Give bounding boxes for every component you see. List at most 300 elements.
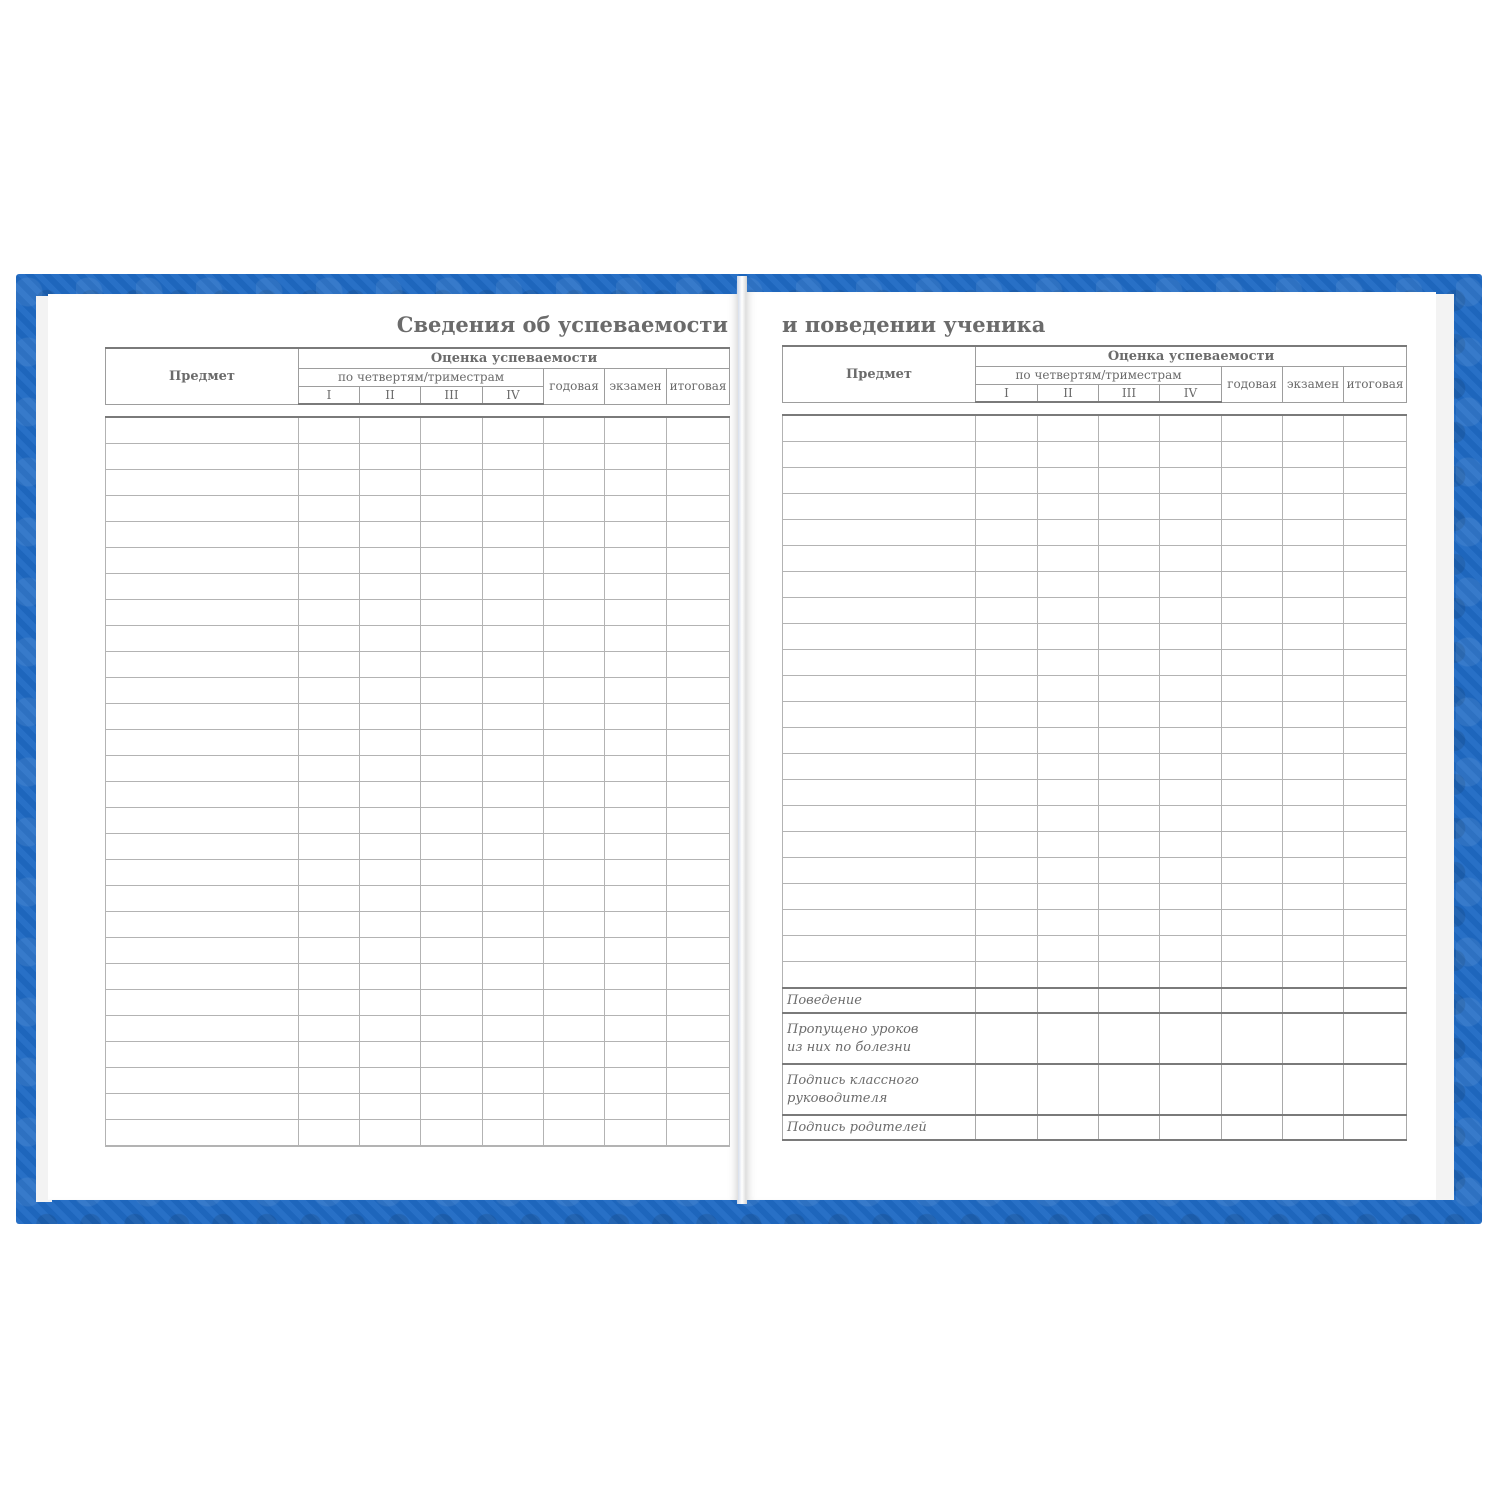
grade-cell[interactable]: [605, 600, 667, 626]
grade-cell[interactable]: [1099, 806, 1160, 832]
grade-cell[interactable]: [1038, 962, 1099, 989]
grade-cell[interactable]: [976, 520, 1038, 546]
subject-cell[interactable]: [783, 754, 976, 780]
grade-cell[interactable]: [1099, 1115, 1160, 1140]
grade-cell[interactable]: [421, 652, 483, 678]
grade-cell[interactable]: [360, 444, 421, 470]
grade-cell[interactable]: [667, 548, 730, 574]
grade-cell[interactable]: [1344, 884, 1407, 910]
grade-cell[interactable]: [1344, 910, 1407, 936]
grade-cell[interactable]: [1038, 650, 1099, 676]
grade-cell[interactable]: [976, 624, 1038, 650]
grade-cell[interactable]: [1222, 546, 1283, 572]
grade-cell[interactable]: [1283, 650, 1344, 676]
grade-cell[interactable]: [976, 442, 1038, 468]
grade-cell[interactable]: [1344, 780, 1407, 806]
grade-cell[interactable]: [605, 808, 667, 834]
grade-cell[interactable]: [1222, 858, 1283, 884]
grade-cell[interactable]: [1222, 624, 1283, 650]
grade-cell[interactable]: [1283, 1013, 1344, 1064]
subject-cell[interactable]: [783, 546, 976, 572]
grade-cell[interactable]: [544, 470, 605, 496]
grade-cell[interactable]: [1160, 650, 1222, 676]
grade-cell[interactable]: [360, 938, 421, 964]
grade-cell[interactable]: [483, 756, 544, 782]
grade-cell[interactable]: [1099, 702, 1160, 728]
grade-cell[interactable]: [1344, 1064, 1407, 1115]
grade-cell[interactable]: [1160, 468, 1222, 494]
grade-cell[interactable]: [360, 574, 421, 600]
subject-cell[interactable]: [106, 938, 299, 964]
grade-cell[interactable]: [1099, 624, 1160, 650]
subject-cell[interactable]: [783, 702, 976, 728]
grade-cell[interactable]: [667, 678, 730, 704]
grade-cell[interactable]: [1283, 728, 1344, 754]
grade-cell[interactable]: [976, 780, 1038, 806]
grade-cell[interactable]: [667, 1094, 730, 1120]
grade-cell[interactable]: [360, 860, 421, 886]
grade-cell[interactable]: [1160, 624, 1222, 650]
grade-cell[interactable]: [1222, 806, 1283, 832]
grade-cell[interactable]: [421, 574, 483, 600]
subject-cell[interactable]: [783, 520, 976, 546]
subject-cell[interactable]: [106, 860, 299, 886]
grade-cell[interactable]: [1222, 780, 1283, 806]
grade-cell[interactable]: [1160, 1115, 1222, 1140]
subject-cell[interactable]: [106, 417, 299, 444]
grade-cell[interactable]: [1222, 988, 1283, 1013]
grade-cell[interactable]: [1222, 415, 1283, 442]
grade-cell[interactable]: [1344, 650, 1407, 676]
grade-cell[interactable]: [1160, 988, 1222, 1013]
grade-cell[interactable]: [299, 444, 360, 470]
grade-cell[interactable]: [299, 470, 360, 496]
grade-cell[interactable]: [421, 444, 483, 470]
grade-cell[interactable]: [360, 782, 421, 808]
grade-cell[interactable]: [421, 496, 483, 522]
grade-cell[interactable]: [421, 730, 483, 756]
grade-cell[interactable]: [544, 1094, 605, 1120]
grade-cell[interactable]: [1099, 754, 1160, 780]
grade-cell[interactable]: [483, 444, 544, 470]
grade-cell[interactable]: [1099, 884, 1160, 910]
grade-cell[interactable]: [1160, 1064, 1222, 1115]
grade-cell[interactable]: [544, 496, 605, 522]
grade-cell[interactable]: [544, 756, 605, 782]
grade-cell[interactable]: [976, 572, 1038, 598]
grade-cell[interactable]: [667, 886, 730, 912]
grade-cell[interactable]: [1283, 1064, 1344, 1115]
grade-cell[interactable]: [421, 912, 483, 938]
grade-cell[interactable]: [421, 1042, 483, 1068]
grade-cell[interactable]: [1283, 936, 1344, 962]
grade-cell[interactable]: [1160, 858, 1222, 884]
grade-cell[interactable]: [605, 678, 667, 704]
grade-cell[interactable]: [1099, 1064, 1160, 1115]
grade-cell[interactable]: [605, 756, 667, 782]
grade-cell[interactable]: [1160, 520, 1222, 546]
grade-cell[interactable]: [421, 470, 483, 496]
subject-cell[interactable]: [783, 468, 976, 494]
grade-cell[interactable]: [360, 678, 421, 704]
grade-cell[interactable]: [483, 548, 544, 574]
grade-cell[interactable]: [1038, 1013, 1099, 1064]
grade-cell[interactable]: [605, 964, 667, 990]
subject-cell[interactable]: [106, 704, 299, 730]
grade-cell[interactable]: [1160, 936, 1222, 962]
grade-cell[interactable]: [1283, 676, 1344, 702]
grade-cell[interactable]: [1038, 546, 1099, 572]
grade-cell[interactable]: [1344, 676, 1407, 702]
grade-cell[interactable]: [1099, 415, 1160, 442]
subject-cell[interactable]: [106, 1120, 299, 1147]
grade-cell[interactable]: [299, 417, 360, 444]
grade-cell[interactable]: [544, 574, 605, 600]
grade-cell[interactable]: [1099, 858, 1160, 884]
grade-cell[interactable]: [1222, 442, 1283, 468]
grade-cell[interactable]: [605, 782, 667, 808]
subject-cell[interactable]: [106, 964, 299, 990]
grade-cell[interactable]: [1344, 546, 1407, 572]
grade-cell[interactable]: [421, 782, 483, 808]
grade-cell[interactable]: [667, 938, 730, 964]
grade-cell[interactable]: [421, 1016, 483, 1042]
grade-cell[interactable]: [299, 574, 360, 600]
grade-cell[interactable]: [1038, 806, 1099, 832]
grade-cell[interactable]: [544, 834, 605, 860]
subject-cell[interactable]: [106, 678, 299, 704]
grade-cell[interactable]: [1038, 910, 1099, 936]
grade-cell[interactable]: [483, 990, 544, 1016]
grade-cell[interactable]: [976, 598, 1038, 624]
grade-cell[interactable]: [421, 834, 483, 860]
grade-cell[interactable]: [1160, 754, 1222, 780]
grade-cell[interactable]: [360, 990, 421, 1016]
grade-cell[interactable]: [299, 860, 360, 886]
grade-cell[interactable]: [1222, 468, 1283, 494]
subject-cell[interactable]: [106, 834, 299, 860]
grade-cell[interactable]: [976, 910, 1038, 936]
grade-cell[interactable]: [1160, 572, 1222, 598]
grade-cell[interactable]: [1099, 468, 1160, 494]
grade-cell[interactable]: [544, 808, 605, 834]
grade-cell[interactable]: [1038, 1115, 1099, 1140]
grade-cell[interactable]: [421, 600, 483, 626]
grade-cell[interactable]: [605, 834, 667, 860]
grade-cell[interactable]: [1099, 494, 1160, 520]
grade-cell[interactable]: [1344, 936, 1407, 962]
grade-cell[interactable]: [1283, 415, 1344, 442]
subject-cell[interactable]: [783, 494, 976, 520]
grade-cell[interactable]: [605, 1042, 667, 1068]
grade-cell[interactable]: [299, 1068, 360, 1094]
grade-cell[interactable]: [605, 938, 667, 964]
grade-cell[interactable]: [605, 652, 667, 678]
grade-cell[interactable]: [1160, 494, 1222, 520]
grade-cell[interactable]: [605, 444, 667, 470]
grade-cell[interactable]: [1222, 676, 1283, 702]
grade-cell[interactable]: [605, 860, 667, 886]
grade-cell[interactable]: [299, 808, 360, 834]
grade-cell[interactable]: [360, 964, 421, 990]
grade-cell[interactable]: [605, 1016, 667, 1042]
grade-cell[interactable]: [421, 704, 483, 730]
grade-cell[interactable]: [1344, 728, 1407, 754]
grade-cell[interactable]: [1099, 832, 1160, 858]
subject-cell[interactable]: [106, 522, 299, 548]
grade-cell[interactable]: [667, 574, 730, 600]
grade-cell[interactable]: [299, 1042, 360, 1068]
grade-cell[interactable]: [421, 548, 483, 574]
grade-cell[interactable]: [976, 650, 1038, 676]
grade-cell[interactable]: [544, 444, 605, 470]
grade-cell[interactable]: [1160, 884, 1222, 910]
grade-cell[interactable]: [1222, 494, 1283, 520]
grade-cell[interactable]: [1344, 1013, 1407, 1064]
grade-cell[interactable]: [483, 652, 544, 678]
grade-cell[interactable]: [299, 964, 360, 990]
grade-cell[interactable]: [1344, 702, 1407, 728]
grade-cell[interactable]: [483, 860, 544, 886]
grade-cell[interactable]: [1038, 884, 1099, 910]
grade-cell[interactable]: [1222, 1013, 1283, 1064]
subject-cell[interactable]: [106, 1068, 299, 1094]
grade-cell[interactable]: [1099, 572, 1160, 598]
grade-cell[interactable]: [1099, 598, 1160, 624]
grade-cell[interactable]: [605, 548, 667, 574]
grade-cell[interactable]: [605, 470, 667, 496]
grade-cell[interactable]: [544, 912, 605, 938]
grade-cell[interactable]: [1222, 754, 1283, 780]
grade-cell[interactable]: [483, 470, 544, 496]
grade-cell[interactable]: [360, 496, 421, 522]
subject-cell[interactable]: [106, 1094, 299, 1120]
grade-cell[interactable]: [360, 1016, 421, 1042]
grade-cell[interactable]: [360, 652, 421, 678]
grade-cell[interactable]: [1222, 1064, 1283, 1115]
grade-cell[interactable]: [299, 730, 360, 756]
grade-cell[interactable]: [421, 1094, 483, 1120]
grade-cell[interactable]: [976, 728, 1038, 754]
grade-cell[interactable]: [360, 626, 421, 652]
grade-cell[interactable]: [976, 468, 1038, 494]
grade-cell[interactable]: [483, 1016, 544, 1042]
grade-cell[interactable]: [605, 704, 667, 730]
grade-cell[interactable]: [483, 730, 544, 756]
grade-cell[interactable]: [1283, 910, 1344, 936]
grade-cell[interactable]: [299, 704, 360, 730]
grade-cell[interactable]: [1344, 858, 1407, 884]
grade-cell[interactable]: [360, 886, 421, 912]
subject-cell[interactable]: [783, 598, 976, 624]
subject-cell[interactable]: [783, 832, 976, 858]
grade-cell[interactable]: [976, 676, 1038, 702]
grade-cell[interactable]: [1160, 598, 1222, 624]
grade-cell[interactable]: [605, 1068, 667, 1094]
grade-cell[interactable]: [1160, 780, 1222, 806]
grade-cell[interactable]: [1160, 1013, 1222, 1064]
grade-cell[interactable]: [1099, 442, 1160, 468]
grade-cell[interactable]: [544, 938, 605, 964]
grade-cell[interactable]: [1283, 442, 1344, 468]
grade-cell[interactable]: [1283, 780, 1344, 806]
grade-cell[interactable]: [483, 1068, 544, 1094]
grade-cell[interactable]: [1038, 442, 1099, 468]
grade-cell[interactable]: [360, 522, 421, 548]
grade-cell[interactable]: [1222, 936, 1283, 962]
grade-cell[interactable]: [1344, 572, 1407, 598]
grade-cell[interactable]: [360, 730, 421, 756]
grade-cell[interactable]: [1038, 624, 1099, 650]
grade-cell[interactable]: [421, 1120, 483, 1147]
grade-cell[interactable]: [667, 912, 730, 938]
grade-cell[interactable]: [299, 938, 360, 964]
grade-cell[interactable]: [605, 1120, 667, 1147]
grade-cell[interactable]: [1160, 546, 1222, 572]
subject-cell[interactable]: [106, 1042, 299, 1068]
grade-cell[interactable]: [483, 626, 544, 652]
grade-cell[interactable]: [544, 782, 605, 808]
grade-cell[interactable]: [544, 626, 605, 652]
grade-cell[interactable]: [483, 574, 544, 600]
grade-cell[interactable]: [360, 600, 421, 626]
grade-cell[interactable]: [544, 417, 605, 444]
grade-cell[interactable]: [421, 417, 483, 444]
grade-cell[interactable]: [544, 548, 605, 574]
grade-cell[interactable]: [1344, 415, 1407, 442]
subject-cell[interactable]: [106, 1016, 299, 1042]
grade-cell[interactable]: [1222, 572, 1283, 598]
grade-cell[interactable]: [1283, 572, 1344, 598]
subject-cell[interactable]: [783, 650, 976, 676]
grade-cell[interactable]: [483, 1042, 544, 1068]
grade-cell[interactable]: [299, 756, 360, 782]
grade-cell[interactable]: [1038, 832, 1099, 858]
grade-cell[interactable]: [544, 600, 605, 626]
grade-cell[interactable]: [1038, 598, 1099, 624]
subject-cell[interactable]: [783, 780, 976, 806]
grade-cell[interactable]: [1160, 676, 1222, 702]
grade-cell[interactable]: [1344, 468, 1407, 494]
grade-cell[interactable]: [1038, 415, 1099, 442]
grade-cell[interactable]: [1222, 884, 1283, 910]
grade-cell[interactable]: [605, 496, 667, 522]
grade-cell[interactable]: [421, 678, 483, 704]
grade-cell[interactable]: [605, 417, 667, 444]
grade-cell[interactable]: [1099, 910, 1160, 936]
grade-cell[interactable]: [544, 730, 605, 756]
grade-cell[interactable]: [976, 546, 1038, 572]
grade-cell[interactable]: [976, 702, 1038, 728]
grade-cell[interactable]: [483, 782, 544, 808]
grade-cell[interactable]: [483, 938, 544, 964]
grade-cell[interactable]: [360, 548, 421, 574]
grade-cell[interactable]: [1099, 728, 1160, 754]
grade-cell[interactable]: [360, 756, 421, 782]
grade-cell[interactable]: [1038, 780, 1099, 806]
grade-cell[interactable]: [1160, 728, 1222, 754]
grade-cell[interactable]: [605, 912, 667, 938]
subject-cell[interactable]: [106, 444, 299, 470]
grade-cell[interactable]: [1099, 962, 1160, 989]
grade-cell[interactable]: [667, 1042, 730, 1068]
grade-cell[interactable]: [667, 652, 730, 678]
grade-cell[interactable]: [667, 1016, 730, 1042]
grade-cell[interactable]: [976, 1115, 1038, 1140]
grade-cell[interactable]: [976, 962, 1038, 989]
grade-cell[interactable]: [1038, 988, 1099, 1013]
grade-cell[interactable]: [667, 834, 730, 860]
grade-cell[interactable]: [483, 522, 544, 548]
grade-cell[interactable]: [667, 756, 730, 782]
grade-cell[interactable]: [1038, 494, 1099, 520]
grade-cell[interactable]: [1099, 650, 1160, 676]
grade-cell[interactable]: [976, 936, 1038, 962]
grade-cell[interactable]: [1160, 415, 1222, 442]
grade-cell[interactable]: [976, 806, 1038, 832]
grade-cell[interactable]: [667, 782, 730, 808]
grade-cell[interactable]: [1344, 624, 1407, 650]
grade-cell[interactable]: [483, 704, 544, 730]
grade-cell[interactable]: [544, 1016, 605, 1042]
subject-cell[interactable]: [783, 806, 976, 832]
grade-cell[interactable]: [1222, 598, 1283, 624]
grade-cell[interactable]: [667, 470, 730, 496]
grade-cell[interactable]: [667, 808, 730, 834]
subject-cell[interactable]: [783, 962, 976, 989]
grade-cell[interactable]: [667, 626, 730, 652]
grade-cell[interactable]: [544, 964, 605, 990]
subject-cell[interactable]: [106, 652, 299, 678]
grade-cell[interactable]: [1344, 988, 1407, 1013]
subject-cell[interactable]: [106, 782, 299, 808]
grade-cell[interactable]: [1283, 832, 1344, 858]
subject-cell[interactable]: [106, 574, 299, 600]
grade-cell[interactable]: [1038, 858, 1099, 884]
grade-cell[interactable]: [360, 912, 421, 938]
grade-cell[interactable]: [421, 626, 483, 652]
grade-cell[interactable]: [1038, 754, 1099, 780]
grade-cell[interactable]: [1038, 520, 1099, 546]
grade-cell[interactable]: [1344, 442, 1407, 468]
grade-cell[interactable]: [544, 1068, 605, 1094]
grade-cell[interactable]: [1099, 676, 1160, 702]
grade-cell[interactable]: [1283, 1115, 1344, 1140]
grade-cell[interactable]: [1283, 754, 1344, 780]
subject-cell[interactable]: [783, 728, 976, 754]
grade-cell[interactable]: [483, 886, 544, 912]
grade-cell[interactable]: [1038, 1064, 1099, 1115]
grade-cell[interactable]: [1344, 754, 1407, 780]
grade-cell[interactable]: [483, 834, 544, 860]
grade-cell[interactable]: [667, 964, 730, 990]
grade-cell[interactable]: [1283, 598, 1344, 624]
grade-cell[interactable]: [1099, 1013, 1160, 1064]
grade-cell[interactable]: [1099, 520, 1160, 546]
grade-cell[interactable]: [483, 912, 544, 938]
grade-cell[interactable]: [360, 834, 421, 860]
grade-cell[interactable]: [483, 496, 544, 522]
subject-cell[interactable]: [106, 470, 299, 496]
grade-cell[interactable]: [976, 1013, 1038, 1064]
grade-cell[interactable]: [360, 1068, 421, 1094]
grade-cell[interactable]: [360, 808, 421, 834]
grade-cell[interactable]: [1099, 780, 1160, 806]
subject-cell[interactable]: [783, 442, 976, 468]
subject-cell[interactable]: [106, 886, 299, 912]
grade-cell[interactable]: [1099, 988, 1160, 1013]
grade-cell[interactable]: [976, 1064, 1038, 1115]
